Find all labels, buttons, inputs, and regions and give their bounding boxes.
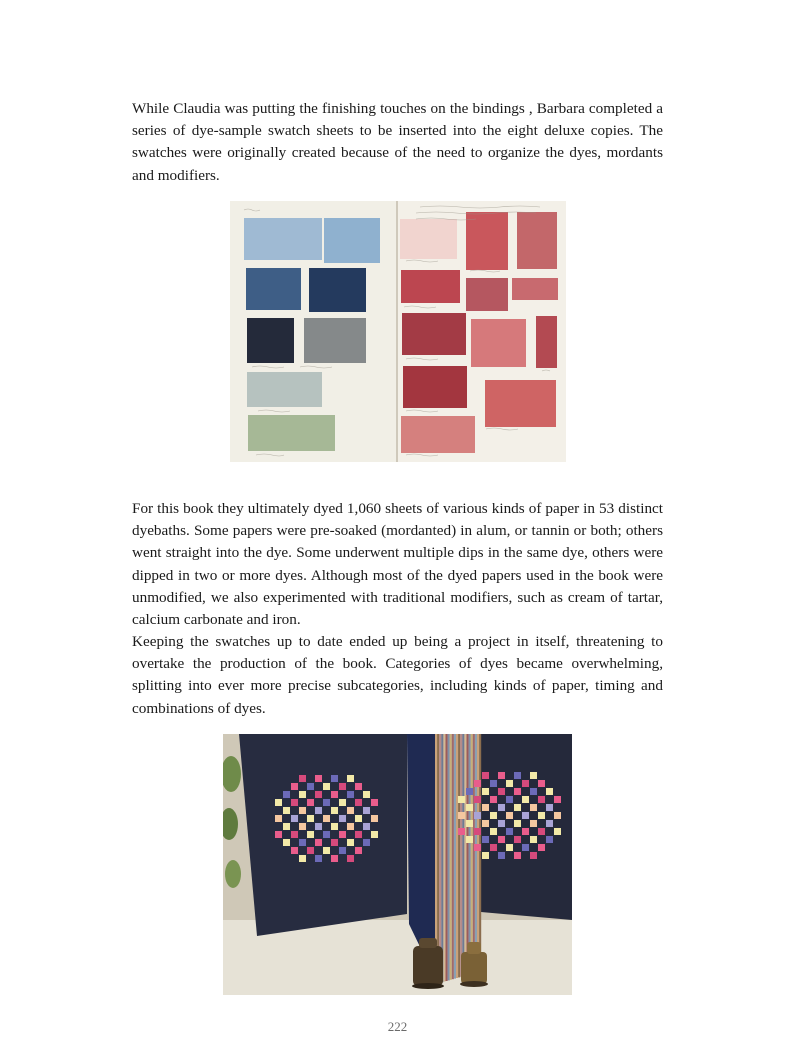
woven-square	[538, 796, 545, 803]
woven-square	[538, 828, 545, 835]
woven-square	[482, 820, 489, 827]
woven-square	[490, 828, 497, 835]
woven-square	[458, 828, 465, 835]
swatch-left-7	[247, 372, 322, 407]
woven-square	[347, 823, 354, 830]
woven-square	[530, 852, 537, 859]
woven-square	[522, 780, 529, 787]
woven-square	[514, 820, 521, 827]
woven-square	[307, 799, 314, 806]
woven-square	[315, 791, 322, 798]
swatch-right-3	[517, 212, 557, 269]
woven-square	[355, 831, 362, 838]
woven-square	[554, 812, 561, 819]
swatch-right-5	[466, 278, 508, 311]
woven-square	[554, 828, 561, 835]
woven-square	[506, 812, 513, 819]
swatch-right-7	[402, 313, 466, 355]
woven-square	[331, 823, 338, 830]
woven-square	[315, 775, 322, 782]
woven-square	[538, 812, 545, 819]
woven-square	[514, 836, 521, 843]
swatch-sheets-photo	[230, 201, 566, 462]
swatch-right-1	[400, 219, 457, 259]
page-number: 222	[387, 1019, 408, 1034]
paper-edge-layer	[437, 734, 439, 983]
woven-square	[506, 780, 513, 787]
woven-square	[546, 804, 553, 811]
woven-square	[530, 788, 537, 795]
paper-edge-layer	[443, 734, 445, 982]
woven-square	[474, 844, 481, 851]
paper-edge-layer	[469, 734, 471, 974]
woven-square	[530, 820, 537, 827]
woven-square	[371, 799, 378, 806]
woven-square	[514, 804, 521, 811]
swatch-right-8	[471, 319, 526, 367]
paper-edge-layer	[458, 734, 460, 977]
woven-square	[339, 847, 346, 854]
woven-square	[458, 812, 465, 819]
woven-square	[347, 839, 354, 846]
woven-square	[490, 844, 497, 851]
woven-square	[538, 844, 545, 851]
paper-edge-layer	[464, 734, 466, 976]
woven-square	[331, 855, 338, 862]
woven-square	[307, 815, 314, 822]
woven-square	[474, 828, 481, 835]
woven-square	[506, 796, 513, 803]
woven-square	[291, 847, 298, 854]
swatch-left-8	[248, 415, 335, 451]
woven-square	[331, 791, 338, 798]
woven-square	[530, 804, 537, 811]
woven-square	[307, 831, 314, 838]
woven-square	[331, 775, 338, 782]
woven-square	[554, 796, 561, 803]
woven-square	[490, 780, 497, 787]
swatch-right-2	[466, 212, 508, 270]
swatch-right-10	[403, 366, 467, 408]
woven-square	[299, 807, 306, 814]
paper-edge-layer	[477, 734, 479, 972]
woven-book-photo	[223, 734, 572, 995]
woven-square	[299, 855, 306, 862]
woven-square	[355, 799, 362, 806]
woven-square	[490, 796, 497, 803]
paper-edge-layer	[460, 734, 462, 977]
woven-square	[315, 855, 322, 862]
woven-square	[299, 839, 306, 846]
swatch-right-4	[401, 270, 460, 303]
woven-square	[498, 820, 505, 827]
woven-square	[275, 831, 282, 838]
woven-square	[291, 783, 298, 790]
woven-square	[482, 836, 489, 843]
woven-square	[474, 780, 481, 787]
woven-square	[323, 799, 330, 806]
swatch-left-3	[246, 268, 301, 310]
paragraph-swatch-project: Keeping the swatches up to date ended up being a project in itself, threatening to overtake the production of the book. Categories of dyes became overwhelming, splitting into ever more precise subcategories, including kinds of paper, timing and combinations of dyes.	[132, 633, 663, 717]
right-page	[481, 734, 572, 920]
swatch-left-6	[304, 318, 366, 363]
woven-square	[546, 820, 553, 827]
woven-square	[347, 791, 354, 798]
woven-square	[323, 847, 330, 854]
woven-square	[315, 839, 322, 846]
woven-square	[466, 804, 473, 811]
woven-square	[323, 783, 330, 790]
swatch-left-2	[324, 218, 380, 263]
swatch-left-1	[244, 218, 322, 260]
woven-square	[371, 831, 378, 838]
woven-square	[339, 799, 346, 806]
swatch-right-12	[401, 416, 475, 453]
woven-square	[355, 847, 362, 854]
woven-square	[514, 852, 521, 859]
woven-square	[474, 796, 481, 803]
woven-square	[514, 788, 521, 795]
woven-square	[355, 783, 362, 790]
paper-edge-layer	[479, 734, 481, 971]
woven-square	[363, 807, 370, 814]
woven-square	[315, 823, 322, 830]
paper-edge-layer	[456, 734, 458, 978]
paper-edge-layer	[467, 734, 469, 975]
woven-square	[299, 775, 306, 782]
woven-square	[498, 772, 505, 779]
woven-square	[514, 772, 521, 779]
woven-square	[275, 799, 282, 806]
swatch-right-11	[485, 380, 556, 427]
woven-square	[275, 815, 282, 822]
paper-edge-layer	[446, 734, 448, 981]
paper-edge-layer	[450, 734, 452, 980]
woven-square	[530, 836, 537, 843]
woven-square	[546, 788, 553, 795]
woven-square	[522, 828, 529, 835]
swatch-left-5	[247, 318, 294, 363]
woven-square	[307, 847, 314, 854]
woven-square	[339, 815, 346, 822]
paper-edge-layer	[454, 734, 456, 979]
paragraph-swatch-intro: While Claudia was putting the finishing touches on the bindings , Barbara completed a series of dye-sample swatch sheets to be inserted into the eight deluxe copies. The swatches were originally created because of the need to organize the dyes, mordants and modifiers.	[132, 100, 663, 184]
woven-square	[315, 807, 322, 814]
woven-square	[323, 815, 330, 822]
woven-square	[498, 836, 505, 843]
woven-square	[331, 839, 338, 846]
woven-square	[466, 788, 473, 795]
woven-square	[538, 780, 545, 787]
woven-square	[506, 828, 513, 835]
woven-square	[498, 804, 505, 811]
woven-square	[291, 799, 298, 806]
woven-square	[323, 831, 330, 838]
woven-square	[347, 775, 354, 782]
woven-square	[498, 852, 505, 859]
woven-square	[490, 812, 497, 819]
paper-edge-layer	[448, 734, 450, 980]
paragraph-dyebaths: For this book they ultimately dyed 1,060 sheets of various kinds of paper in 53 distinct dyebaths. Some papers were pre-soaked (mordanted) in alum, or tannin or both; others went straight into the dye. Some underwent multiple dips in the same dye, others were dipped in two or more dyes. Although most of the dyed papers used in the book were unmodified, we also experimented with traditional modifiers, such as cream of tartar, calcium carbonate and iron.	[132, 500, 663, 629]
woven-square	[466, 820, 473, 827]
woven-square	[371, 815, 378, 822]
woven-square	[291, 815, 298, 822]
woven-square	[506, 844, 513, 851]
woven-square	[283, 807, 290, 814]
woven-square	[482, 772, 489, 779]
woven-square	[363, 791, 370, 798]
woven-square	[355, 815, 362, 822]
woven-square	[307, 783, 314, 790]
paper-edge-layer	[452, 734, 454, 979]
paper-edge-layer	[462, 734, 464, 976]
swatch-left-4	[309, 268, 366, 312]
woven-square	[347, 855, 354, 862]
woven-square	[339, 783, 346, 790]
woven-square	[546, 836, 553, 843]
woven-square	[283, 791, 290, 798]
woven-square	[522, 796, 529, 803]
paper-edge-layer	[471, 734, 473, 974]
woven-square	[482, 852, 489, 859]
woven-square	[466, 836, 473, 843]
swatch-right-9	[536, 316, 557, 368]
paper-edge-layer	[473, 734, 475, 973]
woven-square	[347, 807, 354, 814]
swatch-right-6	[512, 278, 558, 300]
woven-square	[331, 807, 338, 814]
woven-square	[299, 823, 306, 830]
woven-square	[482, 804, 489, 811]
woven-square	[339, 831, 346, 838]
paper-edge-layer	[475, 734, 477, 973]
woven-square	[283, 839, 290, 846]
paper-edge-layer	[441, 734, 443, 982]
woven-square	[474, 812, 481, 819]
woven-square	[283, 823, 290, 830]
woven-square	[530, 772, 537, 779]
woven-square	[363, 823, 370, 830]
paper-edge-layer	[439, 734, 441, 983]
woven-square	[299, 791, 306, 798]
woven-square	[522, 812, 529, 819]
woven-square	[482, 788, 489, 795]
woven-square	[291, 831, 298, 838]
woven-square	[363, 839, 370, 846]
woven-square	[498, 788, 505, 795]
woven-square	[522, 844, 529, 851]
woven-square	[458, 796, 465, 803]
